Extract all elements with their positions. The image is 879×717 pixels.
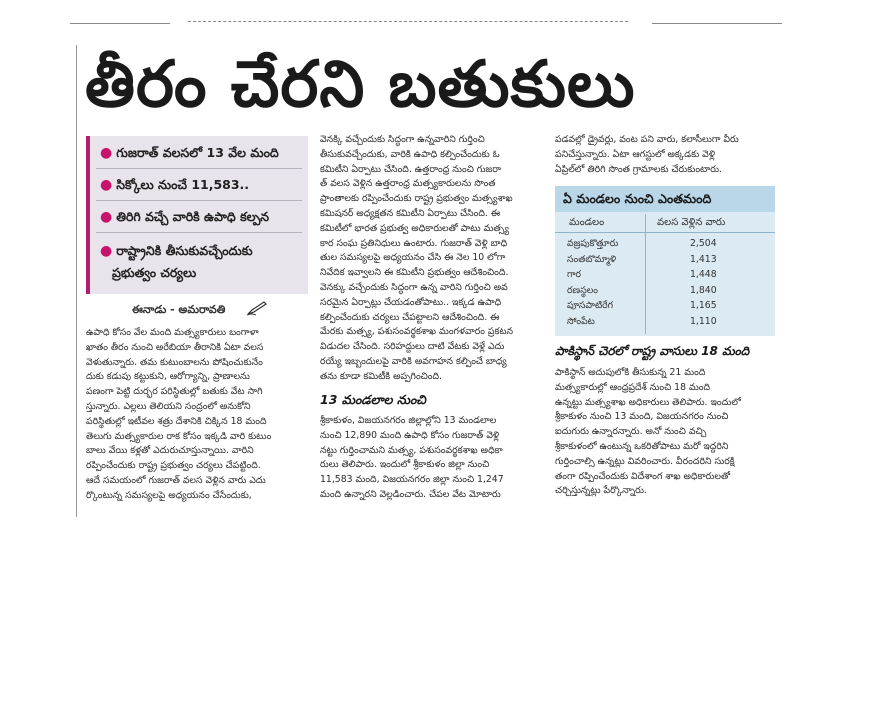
text-line: తెలుగు మత్స్యకారుల రాక కోసం ఇక్కడి వారి కుటుం xyxy=(86,430,272,442)
text-line: ఉపాధి కోసం వేల మంది మత్స్యకారులు బంగాళా xyxy=(86,327,259,338)
table-cell-count: 1,840 xyxy=(690,284,717,296)
text-line: శ్రీకాకుళం, విజయనగరం జిల్లాల్లోని 13 మండలాల xyxy=(320,415,497,426)
text-line: ర్కొంటున్న సమస్యలపై అధ్యయనం చేసేందుకు, xyxy=(86,489,252,501)
mandal-table xyxy=(555,186,775,336)
text-line: గుర్తించాల్సి ఉన్నట్లు వివరించారు. వీరందరిని సురక్షి xyxy=(555,455,735,467)
text-line: మంది ఉన్నారని వెల్లడించారు. చేపల వేట మోటారు xyxy=(320,488,501,500)
text-line: పాకిస్థాన్ అదుపులోకి తీసుకున్న 21 మంది xyxy=(555,367,706,378)
table-cell-mandal: సోంపేట xyxy=(567,315,595,327)
bullet-icon: ● xyxy=(100,243,113,259)
highlight-item: ● రాష్ట్రానికి తీసుకువచ్చేందుకు xyxy=(100,243,253,259)
text-line: 11,583 మంది, విజయనగరం జిల్లా నుంచి 1,247 xyxy=(320,474,504,486)
article-column-2-continued xyxy=(320,414,544,503)
top-rule-right xyxy=(652,23,782,24)
table-divider xyxy=(555,232,775,233)
table-column-divider xyxy=(645,214,646,334)
table-title: ఏ మండలం నుంచి ఎంతమంది xyxy=(555,186,775,212)
table-cell-count: 1,448 xyxy=(690,269,717,280)
table-cell-mandal: వజ్రపుకొత్తూరు xyxy=(567,238,619,249)
text-line: విడుదల చేసింది. సరిహద్దులు దాటి వేటకు వెళ్లే ఎదు xyxy=(320,341,505,353)
text-line: త్ వలస వెళ్లిన ఉత్తరాంధ్ర మత్స్యకారులను సొంత xyxy=(320,178,496,190)
text-line: కమిటీని ఏర్పాటు చేసింది. ఉత్తరాంధ్ర నుంచి గుజరా xyxy=(320,163,501,175)
text-line: పరిస్థితుల్లో ఇటీవల శత్రు దేశానికి చిక్కిన 18 మంది xyxy=(86,415,267,427)
table-header-mandal: మండలం xyxy=(569,217,605,228)
pen-icon xyxy=(246,300,268,316)
text-line: పణంగా పెట్టి దుర్భర పరిస్థితుల్లో బతుకు వేట సాగి xyxy=(86,386,263,398)
bullet-icon: ● xyxy=(100,177,113,193)
left-margin-rule xyxy=(76,45,77,517)
highlight-item: ● తిరిగి వచ్చే వారికి ఉపాధి కల్పన xyxy=(100,209,270,225)
text-line: రప్పించేందుకు రాష్ట్ర ప్రభుత్వం చర్యలు చేపట్టింది. xyxy=(86,460,261,472)
table-cell-count: 1,413 xyxy=(690,253,717,265)
text-line: కల్పించేందుకు చర్యలు చేపట్టాలని ఆదేశించింది. ఈ xyxy=(320,311,500,323)
text-line: పడవల్లో డ్రైవర్లు, వంట పని వారు, కలాసీలుగా వీరు xyxy=(555,134,739,145)
bullet-icon: ● xyxy=(100,145,113,161)
headline: తీరం చేరని బతుకులు xyxy=(85,48,636,122)
text-line: ఏప్రిల్‌లో తిరిగి సొంత గ్రామాలకు చేరుకుంటారు. xyxy=(555,163,722,175)
text-line: ఉన్నట్టు మత్స్యశాఖ అధికారులు తెలిపారు. ఇందులో xyxy=(555,396,741,408)
subhead-13-mandals: 13 మండలాల నుంచి xyxy=(320,392,426,407)
text-line: కమిషనర్ అధ్యక్షతన కమిటీని ఏర్పాటు చేసింది. ఈ xyxy=(320,207,501,219)
text-line: తుల సమస్యలపై అధ్యయనం చేసి ఈ నెల 10 లోగా xyxy=(320,252,506,264)
highlight-item: ● సిక్కోలు నుంచే 11,583.. xyxy=(100,177,250,193)
top-rule-left xyxy=(70,23,170,24)
article-column-1 xyxy=(86,326,304,504)
highlight-item: ● గుజరాత్ వలసలో 13 వేల మంది xyxy=(100,145,279,161)
table-cell-mandal: రణస్థలం xyxy=(567,284,599,296)
text-line: చర్చిస్తున్నట్లు పేర్కొన్నారు. xyxy=(555,485,647,497)
table-cell-mandal: గార xyxy=(567,269,582,280)
text-line: వెనక్కు వచ్చేందుకు సిద్ధంగా ఉన్న వారిని గుర్తించి అవ xyxy=(320,281,508,293)
text-line: పనిచేస్తున్నారు. ఏటా ఆగస్టులో అక్కడకు వెళ్లి xyxy=(555,148,716,160)
text-line: రయ్యే ఇబ్బందులపై వారికి అవగాహన కల్పించే బాధ్య xyxy=(320,355,507,367)
article-column-3-continued xyxy=(555,366,777,499)
table-cell-mandal: సంతబొమ్మాళి xyxy=(567,253,617,265)
text-line: నుంచి 12,890 మంది ఉపాధి కోసం గుజరాత్ వెళ్లి xyxy=(320,429,500,441)
text-line: శ్రీకాకుళంలో ఉంటున్న ఒకరితోపాటు మరో ఇద్దరిని xyxy=(555,440,729,452)
text-line: తను కూడా కమిటీకి అప్పగించింది. xyxy=(320,370,443,382)
text-line: ఐదుగురు ఉన్నారన్నారు. అనో నుంచి వచ్చి xyxy=(555,426,707,438)
text-line: కమిటీలో భారత ప్రభుత్వ అధికారులతో పాటు మత్స్య xyxy=(320,222,509,234)
text-line: ఆదే సమయంలో గుజరాత్ వలస వెళ్లిన వారు ఎదు xyxy=(86,474,266,486)
text-line: నివేదిక ఇవ్వాలని ఈ కమిటీని ప్రభుత్వం ఆదేశించింది. xyxy=(320,267,509,279)
divider xyxy=(96,232,302,233)
table-cell-count: 2,504 xyxy=(690,238,717,249)
text-line: తీసుకువచ్చేందుకు, వారికి ఉపాధి కల్పించేందుకు ఓ xyxy=(320,148,500,160)
bullet-icon: ● xyxy=(100,209,113,225)
text-line: వెళుతున్నారు. తమ కుటుంబాలను పోషించుకునేం xyxy=(86,356,263,368)
highlights-box xyxy=(86,136,308,294)
article-column-2 xyxy=(320,133,544,385)
table-cell-mandal: పూసపాటిరేగ xyxy=(567,300,614,311)
text-line: సరమైన ఏర్పాట్లు చేయడంతోపాటు.. ఇక్కడ ఉపాధి xyxy=(320,296,502,308)
table-cell-count: 1,165 xyxy=(690,300,717,311)
table-cell-count: 1,110 xyxy=(690,315,717,327)
text-line: మేరకు మత్స్య, పశుసంవర్థకశాఖ మంగళవారం ప్రకటన xyxy=(320,326,514,338)
text-line: దుకు కడుపు కట్టుకుని, ఆరోగ్యాన్ని, ప్రాణాలను xyxy=(86,371,250,383)
text-line: రులు తెలిపారు. ఇందులో శ్రీకాకుళం జిల్లా నుంచి xyxy=(320,459,490,471)
text-line: మత్స్యకారుల్లో ఆంధ్రప్రదేశ్ నుంచి 18 మంది xyxy=(555,381,711,393)
text-line: తంగా రప్పించేందుకు విదేశాంగ శాఖ అధికారులతో xyxy=(555,470,731,482)
text-line: స్తున్నారు. ఎల్లలు తెలియని సంద్రంలో అనుకోని xyxy=(86,400,251,412)
text-line: బాలు వేయి కళ్లతో ఎదురుచూస్తున్నాయి. వారిని xyxy=(86,445,254,457)
text-line: శ్రీకాకుళం నుంచి 13 మంది, విజయనగరం నుంచి xyxy=(555,411,729,423)
table-header-migrants: వలస వెళ్లిన వారు xyxy=(657,217,726,228)
highlight-item-continued: ప్రభుత్వం చర్యలు xyxy=(112,265,197,280)
article-column-3 xyxy=(555,133,777,177)
divider xyxy=(96,168,302,169)
text-line: ప్రాంతాలకు రప్పించేందుకు రాష్ట్ర ప్రభుత్వం మత్స్యశాఖ xyxy=(320,193,513,205)
text-line: వెనక్కి వచ్చేందుకు సిద్ధంగా ఉన్నవారిని గుర్తించి xyxy=(320,134,485,145)
divider xyxy=(96,200,302,201)
text-line: ఖాతం తీరం నుంచి అరేబియా తీరానికి ఏటా వలస xyxy=(86,341,264,353)
top-rule-center xyxy=(188,21,628,22)
text-line: కార సంఘ ప్రతినిధులు ఉంటారు. గుజరాత్ వెళ్లి బాధి xyxy=(320,237,508,249)
byline: ఈనాడు - అమరావతి xyxy=(132,303,226,316)
text-line: నట్టు గుర్తించామని మత్స్య, పశుసంవర్థకశాఖ అధికా xyxy=(320,444,503,456)
subhead-pakistan: పాకిస్థాన్ చెరలో రాష్ట్ర వాసులు 18 మంది xyxy=(555,344,750,358)
